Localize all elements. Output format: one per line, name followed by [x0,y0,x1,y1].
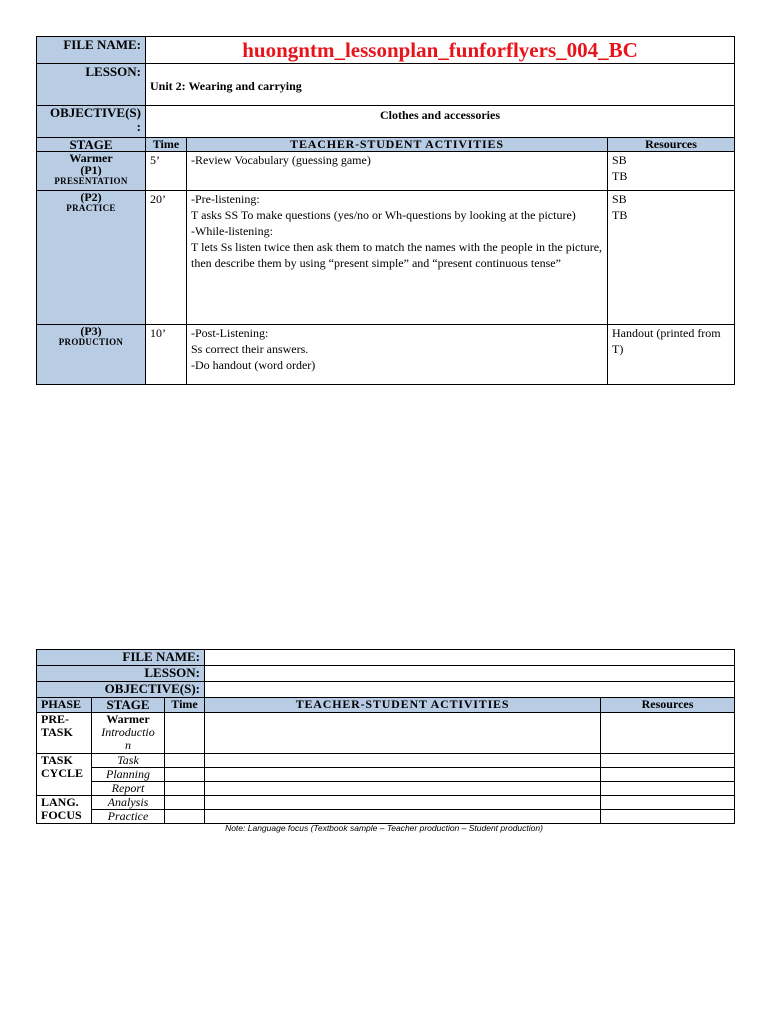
activities-field[interactable] [205,796,601,810]
resources-cell: SB TB [608,152,735,191]
file-name-label: FILE NAME: [37,37,146,64]
file-name-value: huongntm_lessonplan_funforflyers_004_BC [146,37,735,64]
template-lesson-label: LESSON: [37,666,205,682]
stage-label: (P3) [80,324,102,338]
activities-cell: -Review Vocabulary (guessing game) [187,152,608,191]
stage-introduction: Introductio n [101,725,155,752]
language-focus-note: Note: Language focus (Textbook sample – Teacher production – Student production) [225,823,543,833]
time-field[interactable] [165,768,205,782]
header-stage: STAGE [37,138,146,152]
activities-field[interactable] [205,810,601,824]
stage-label: Warmer (P1) [69,151,113,177]
template-objective-field[interactable] [205,682,735,698]
header-phase: PHASE [37,698,92,713]
stage-task: Task [92,754,165,768]
lesson-plan-table [36,36,735,385]
stage-planning: Planning [92,768,165,782]
header-resources: Resources [608,138,735,152]
activities-cell: -Pre-listening: T asks SS To make questions (yes/no or Wh-questions by looking at the picture) -While-listening: T lets Ss listen twice then ask them to match the names with the people in the picture, then describe them by using “present simple” and “present continuous tense” [187,191,608,325]
time-field[interactable] [165,713,205,754]
template-file-name-label: FILE NAME: [37,650,205,666]
table-row [37,152,735,191]
template-file-name-field[interactable] [205,650,735,666]
resources-cell: SB TB [608,191,735,325]
activities-field[interactable] [205,768,601,782]
header-time: Time [165,698,205,713]
stage-warmer: Warmer [106,712,150,726]
phase-pre-task: PRE- TASK [37,713,92,754]
resources-field[interactable] [601,810,735,824]
header-stage: STAGE [92,698,165,713]
resources-field[interactable] [601,713,735,754]
objective-value: Clothes and accessories [146,106,735,138]
activities-field[interactable] [205,754,601,768]
stage-sublabel: PRACTICE [66,203,116,213]
phase-lang-focus: LANG. FOCUS [37,796,92,824]
stage-sublabel: PRESENTATION [54,176,128,186]
stage-practice: Practice [92,810,165,824]
stage-sublabel: PRODUCTION [58,337,124,347]
time-cell: 10’ [146,325,187,385]
activities-field[interactable] [205,782,601,796]
header-activities: TEACHER-STUDENT ACTIVITIES [205,698,601,713]
time-field[interactable] [165,782,205,796]
time-cell: 20’ [146,191,187,325]
header-activities: TEACHER-STUDENT ACTIVITIES [187,138,608,152]
lesson-label: LESSON: [37,64,146,106]
blank-template-table [36,649,735,824]
resources-cell: Handout (printed from T) [608,325,735,385]
header-resources: Resources [601,698,735,713]
activities-cell: -Post-Listening: Ss correct their answers. -Do handout (word order) [187,325,608,385]
header-time: Time [146,138,187,152]
stage-report: Report [92,782,165,796]
template-lesson-field[interactable] [205,666,735,682]
table-row [37,325,735,385]
template-objective-label: OBJECTIVE(S): [37,682,205,698]
stage-analysis: Analysis [92,796,165,810]
resources-field[interactable] [601,754,735,768]
time-field[interactable] [165,810,205,824]
resources-field[interactable] [601,782,735,796]
resources-field[interactable] [601,768,735,782]
activities-field[interactable] [205,713,601,754]
time-cell: 5’ [146,152,187,191]
time-field[interactable] [165,796,205,810]
phase-task-cycle: TASK CYCLE [37,754,92,796]
table-row [37,191,735,325]
resources-field[interactable] [601,796,735,810]
objective-label: OBJECTIVE(S) : [37,106,146,138]
stage-label: (P2) [80,190,102,204]
lesson-value: Unit 2: Wearing and carrying [146,64,735,106]
time-field[interactable] [165,754,205,768]
